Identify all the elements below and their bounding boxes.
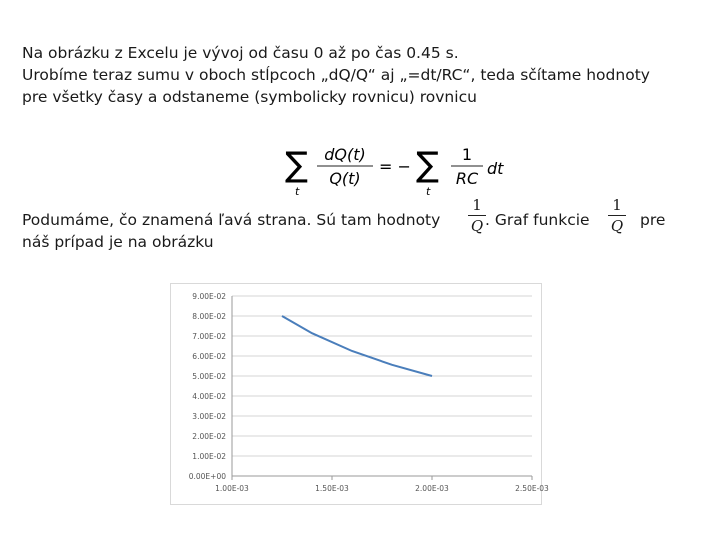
text-line-3: pre všetky časy a odstaneme (symbolicky rovnicu) rovnicu [22, 88, 477, 106]
text-line-4c: pre [640, 211, 666, 229]
lhs-sum-index: t [295, 185, 300, 198]
x-tick-label: 2.00E-03 [415, 484, 449, 493]
y-tick-label: 0.00E+00 [188, 472, 226, 481]
rhs-sum-symbol: ∑ [416, 145, 439, 185]
x-tick-label: 1.00E-03 [215, 484, 249, 493]
y-tick-label: 1.00E-02 [192, 452, 226, 461]
text-line-5: náš prípad je na obrázku [22, 233, 214, 251]
lhs-denominator: Q(t) [329, 169, 361, 188]
y-tick-label: 8.00E-02 [192, 312, 226, 321]
lhs-sum-symbol: ∑ [285, 145, 308, 185]
text-line-2: Urobíme teraz sumu v oboch stĺpcoch „dQ/Q“ aj „=dt/RC“, teda sčítame hodnoty [22, 66, 650, 84]
y-tick-label: 3.00E-02 [192, 412, 226, 421]
rhs-sum-index: t [426, 185, 431, 198]
y-tick-label: 7.00E-02 [192, 332, 226, 341]
inline-fraction-1-num: 1 [472, 196, 482, 214]
inline-fraction-2-bar [608, 215, 626, 216]
text-line-4b: . Graf funkcie [485, 211, 590, 229]
y-tick-label: 9.00E-02 [192, 292, 226, 301]
inline-fraction-2-num: 1 [612, 196, 622, 214]
inline-fraction-2 [608, 196, 626, 235]
x-tick-label: 1.50E-03 [315, 484, 349, 493]
y-tick-label: 4.00E-02 [192, 392, 226, 401]
rhs-differential: dt [487, 159, 504, 178]
equals-minus: = − [379, 157, 411, 176]
sum-equation [283, 140, 513, 200]
y-tick-label: 2.00E-02 [192, 432, 226, 441]
text-line-4a: Podumáme, čo znamená ľavá strana. Sú tam hodnoty [22, 211, 441, 229]
inline-fraction-1-den: Q [470, 217, 484, 235]
intro-paragraph [22, 42, 650, 108]
rhs-numerator: 1 [461, 145, 473, 164]
y-tick-label: 5.00E-02 [192, 372, 226, 381]
rhs-denominator: RC [455, 169, 479, 188]
y-tick-label: 6.00E-02 [192, 352, 226, 361]
inline-fraction-2-den: Q [610, 217, 624, 235]
x-tick-label: 2.50E-03 [515, 484, 549, 493]
line-chart [170, 283, 549, 505]
text-line-1: Na obrázku z Excelu je vývoj od času 0 až po čas 0.45 s. [22, 44, 459, 62]
inline-fraction-1-bar [468, 215, 486, 216]
inline-fraction-1 [468, 196, 486, 235]
chart-frame [171, 284, 542, 505]
lhs-numerator: dQ(t) [324, 145, 366, 164]
